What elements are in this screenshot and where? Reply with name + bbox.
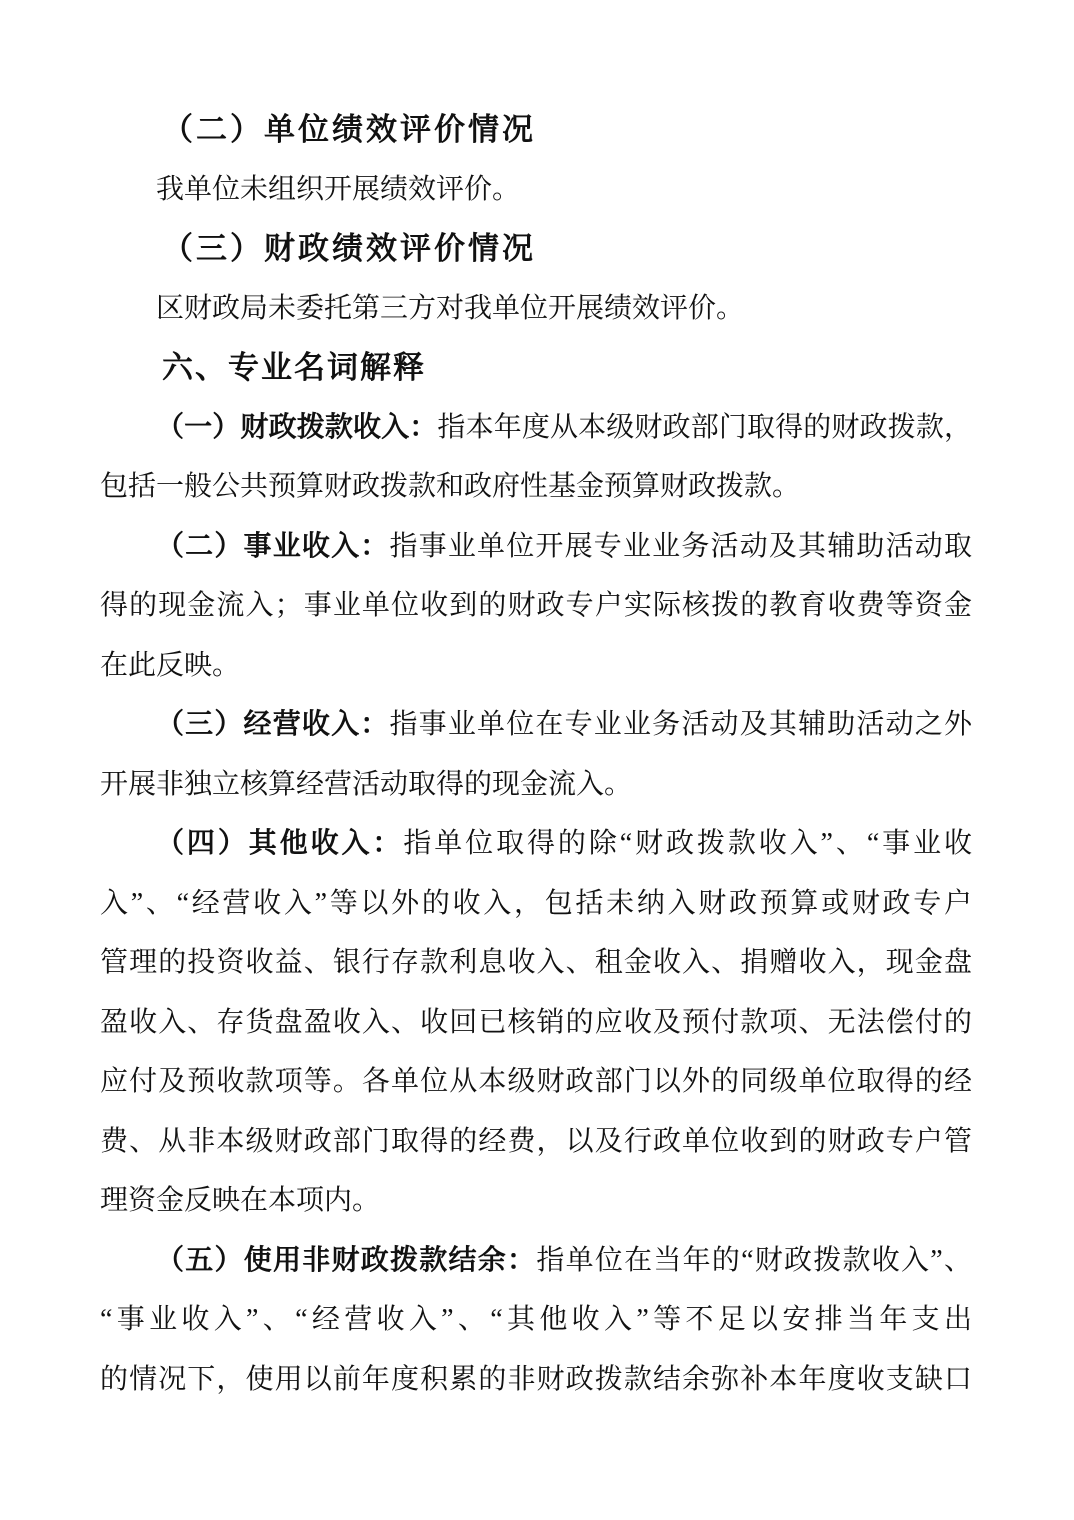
paragraph-line: 盈收入、存货盘盈收入、收回已核销的应收及预付款项、无法偿付的 [100, 1006, 972, 1038]
term-definition: 指单位取得的除“财政拨款收入”、“事业收 [403, 828, 972, 859]
term-label: （一）财政拨款收入： [156, 411, 438, 443]
paragraph-line: 开展非独立核算经营活动取得的现金流入。 [100, 768, 633, 800]
term-definition: 指事业单位开展专业业务活动及其辅助活动取 [389, 530, 972, 562]
subsection-heading-finance-performance-evaluation: （三）财政绩效评价情况 [162, 231, 536, 266]
paragraph-line: 费、从非本级财政部门取得的经费，以及行政单位收到的财政专户管 [100, 1125, 972, 1157]
subsection-heading-unit-performance-evaluation: （二）单位绩效评价情况 [162, 112, 536, 147]
term-label: （四）其他收入： [156, 828, 404, 859]
paragraph-line: 管理的投资收益、银行存款利息收入、租金收入、捐赠收入，现金盘 [100, 947, 972, 978]
term-operating-income-first-line [100, 695, 972, 755]
paragraph-line: 的情况下，使用以前年度积累的非财政拨款结余弥补本年度收支缺口 [100, 1363, 972, 1395]
term-definition: 指单位在当年的“财政拨款收入”、 [536, 1244, 972, 1276]
paragraph-line: 在此反映。 [100, 649, 241, 681]
paragraph-line: 得的现金流入；事业单位收到的财政专户实际核拨的教育收费等资金 [100, 590, 972, 621]
term-definition: 指事业单位在专业业务活动及其辅助活动之外 [389, 709, 972, 740]
document-body [100, 100, 972, 1409]
paragraph-line: 区财政局未委托第三方对我单位开展绩效评价。 [156, 292, 745, 324]
term-label: （三）经营收入： [156, 709, 390, 740]
term-label: （二）事业收入： [156, 530, 390, 562]
paragraph-line: 我单位未组织开展绩效评价。 [156, 173, 521, 205]
paragraph-line: 理资金反映在本项内。 [100, 1185, 381, 1216]
section-heading-glossary: 六、专业名词解释 [162, 350, 426, 385]
paragraph-line: 应付及预收款项等。各单位从本级财政部门以外的同级单位取得的经 [100, 1066, 972, 1097]
paragraph-line: “事业收入”、“经营收入”、“其他收入”等不足以安排当年支出 [100, 1304, 972, 1335]
term-other-income-first-line [100, 814, 972, 874]
term-definition: 指本年度从本级财政部门取得的财政拨款， [437, 411, 972, 443]
term-label: （五）使用非财政拨款结余： [156, 1244, 537, 1276]
term-business-income-first-line [100, 517, 972, 577]
term-non-fiscal-balance-first-line [100, 1231, 972, 1291]
term-fiscal-appropriation-income-first-line [100, 398, 972, 458]
paragraph-line: 包括一般公共预算财政拨款和政府性基金预算财政拨款。 [100, 471, 801, 502]
paragraph-line: 入”、“经营收入”等以外的收入，包括未纳入财政预算或财政专户 [100, 887, 972, 919]
